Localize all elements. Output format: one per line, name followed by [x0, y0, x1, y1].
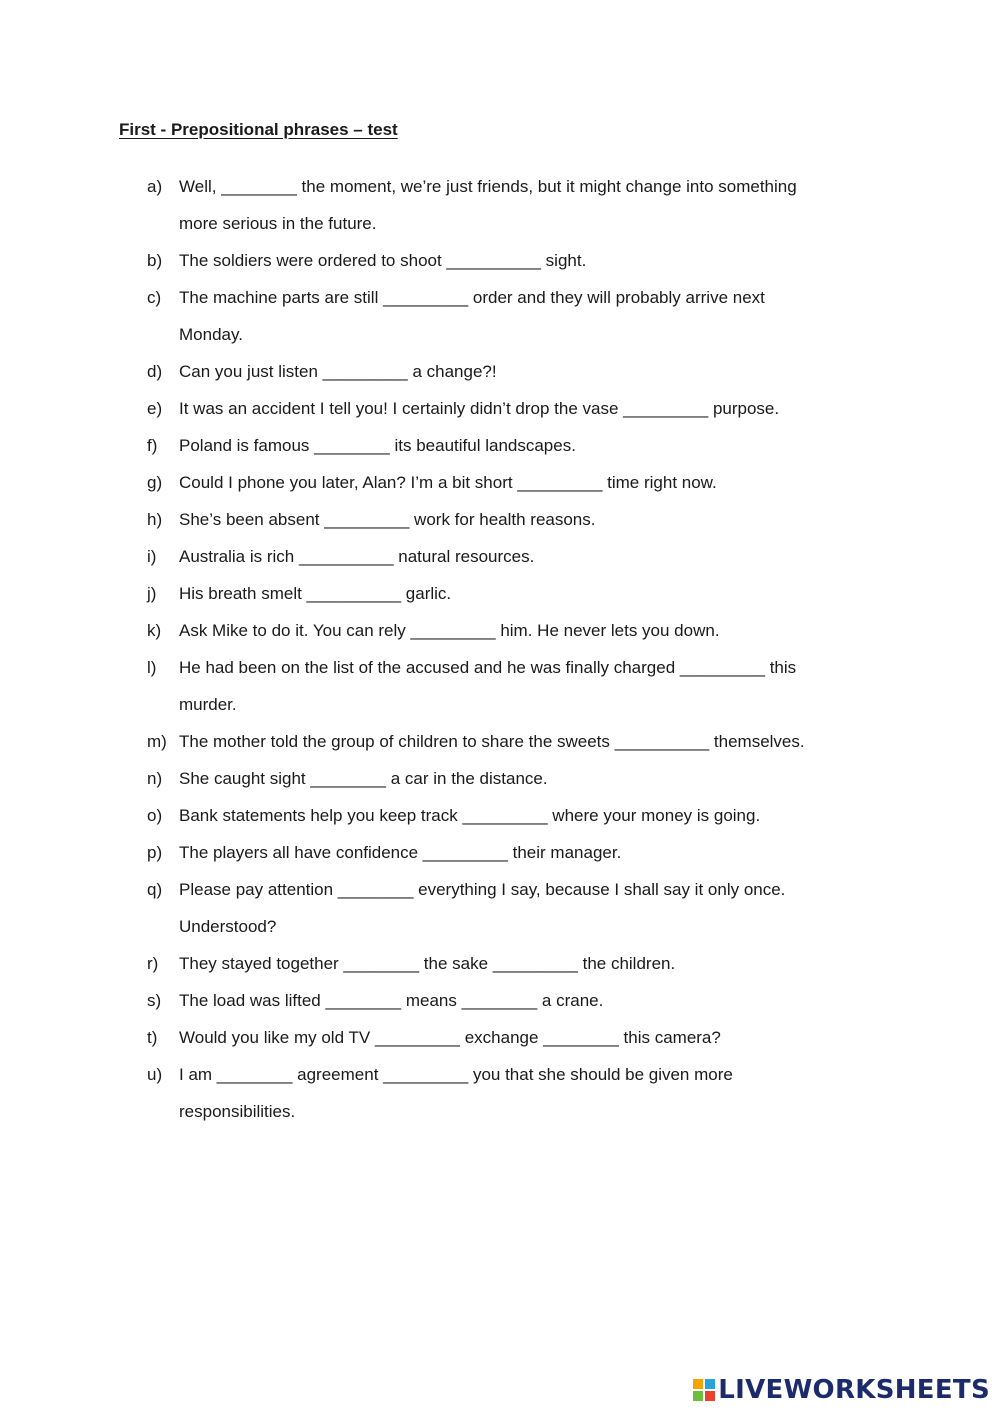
question-text-line: Poland is famous ________ its beautiful landscapes.: [179, 436, 576, 455]
question-text-line: Monday.: [179, 325, 243, 344]
question-item: [147, 575, 887, 612]
question-item: [147, 427, 887, 464]
worksheet-title: First - Prepositional phrases – test: [119, 120, 398, 139]
question-text-line: Well, ________ the moment, we’re just friends, but it might change into something: [179, 177, 797, 196]
question-item: [147, 797, 887, 834]
question-letter: h): [147, 510, 163, 529]
question-text: [179, 612, 887, 649]
question-text-line: Australia is rich __________ natural resources.: [179, 547, 535, 566]
question-item: [147, 1056, 887, 1130]
question-text-line: more serious in the future.: [179, 214, 377, 233]
question-letter: a): [147, 177, 163, 196]
question-text: [179, 538, 887, 575]
question-letter: i): [147, 547, 157, 566]
liveworksheets-logo[interactable]: [693, 1375, 990, 1405]
question-letter: j): [147, 584, 157, 603]
question-item: [147, 390, 887, 427]
question-letter: f): [147, 436, 158, 455]
question-letter: b): [147, 251, 163, 270]
question-item: [147, 871, 887, 945]
question-text-line: murder.: [179, 695, 237, 714]
question-item: [147, 538, 887, 575]
question-text-line: I am ________ agreement _________ you that she should be given more: [179, 1065, 733, 1084]
question-item: [147, 723, 887, 760]
question-item: [147, 242, 887, 279]
question-text-line: Can you just listen _________ a change?!: [179, 362, 497, 381]
question-text: [179, 279, 887, 353]
question-text: [179, 501, 887, 538]
question-letter: u): [147, 1065, 163, 1084]
question-item: [147, 945, 887, 982]
question-letter: k): [147, 621, 162, 640]
question-item: [147, 982, 887, 1019]
liveworksheets-logo-icon: [693, 1379, 715, 1401]
question-text-line: Please pay attention ________ everything I say, because I shall say it only once.: [179, 880, 786, 899]
question-text: [179, 797, 887, 834]
question-letter: r): [147, 954, 159, 973]
question-item: [147, 612, 887, 649]
question-list: [147, 168, 887, 1130]
question-text: [179, 834, 887, 871]
question-text: [179, 168, 887, 242]
question-letter: q): [147, 880, 163, 899]
question-text: [179, 427, 887, 464]
question-text-line: Bank statements help you keep track _________ where your money is going.: [179, 806, 761, 825]
question-text-line: They stayed together ________ the sake _________ the children.: [179, 954, 676, 973]
question-text-line: She’s been absent _________ work for health reasons.: [179, 510, 596, 529]
question-letter: s): [147, 991, 162, 1010]
question-letter: m): [147, 732, 167, 751]
question-item: [147, 279, 887, 353]
question-text: [179, 649, 887, 723]
question-text: [179, 1019, 887, 1056]
question-text-line: The soldiers were ordered to shoot __________ sight.: [179, 251, 587, 270]
question-text-line: The mother told the group of children to share the sweets __________ themselves.: [179, 732, 805, 751]
question-text: [179, 945, 887, 982]
question-item: [147, 1019, 887, 1056]
question-item: [147, 760, 887, 797]
question-text-line: Could I phone you later, Alan? I’m a bit short _________ time right now.: [179, 473, 717, 492]
question-text-line: The machine parts are still _________ order and they will probably arrive next: [179, 288, 765, 307]
question-item: [147, 168, 887, 242]
question-text: [179, 390, 887, 427]
question-letter: d): [147, 362, 163, 381]
question-letter: o): [147, 806, 163, 825]
question-text-line: She caught sight ________ a car in the distance.: [179, 769, 548, 788]
question-letter: c): [147, 288, 162, 307]
question-text-line: He had been on the list of the accused and he was finally charged _________ this: [179, 658, 797, 677]
question-text: [179, 353, 887, 390]
question-letter: t): [147, 1028, 158, 1047]
question-item: [147, 501, 887, 538]
question-text: [179, 575, 887, 612]
question-text-line: It was an accident I tell you! I certainly didn’t drop the vase _________ purpose.: [179, 399, 780, 418]
question-text-line: The players all have confidence _________ their manager.: [179, 843, 622, 862]
question-text-line: Ask Mike to do it. You can rely _________ him. He never lets you down.: [179, 621, 720, 640]
question-letter: n): [147, 769, 163, 788]
question-letter: e): [147, 399, 163, 418]
question-item: [147, 834, 887, 871]
question-text: [179, 242, 887, 279]
liveworksheets-logo-text: LIVEWORKSHEETS: [718, 1375, 990, 1405]
question-text-line: responsibilities.: [179, 1102, 296, 1121]
question-text: [179, 723, 887, 760]
question-item: [147, 464, 887, 501]
question-text-line: Would you like my old TV _________ exchange ________ this camera?: [179, 1028, 721, 1047]
question-item: [147, 649, 887, 723]
question-letter: l): [147, 658, 157, 677]
question-letter: g): [147, 473, 163, 492]
question-text: [179, 1056, 887, 1130]
question-letter: p): [147, 843, 163, 862]
question-text: [179, 982, 887, 1019]
question-text-line: The load was lifted ________ means ________ a crane.: [179, 991, 604, 1010]
question-text-line: His breath smelt __________ garlic.: [179, 584, 452, 603]
question-text-line: Understood?: [179, 917, 277, 936]
question-text: [179, 760, 887, 797]
question-item: [147, 353, 887, 390]
question-text: [179, 871, 887, 945]
question-text: [179, 464, 887, 501]
